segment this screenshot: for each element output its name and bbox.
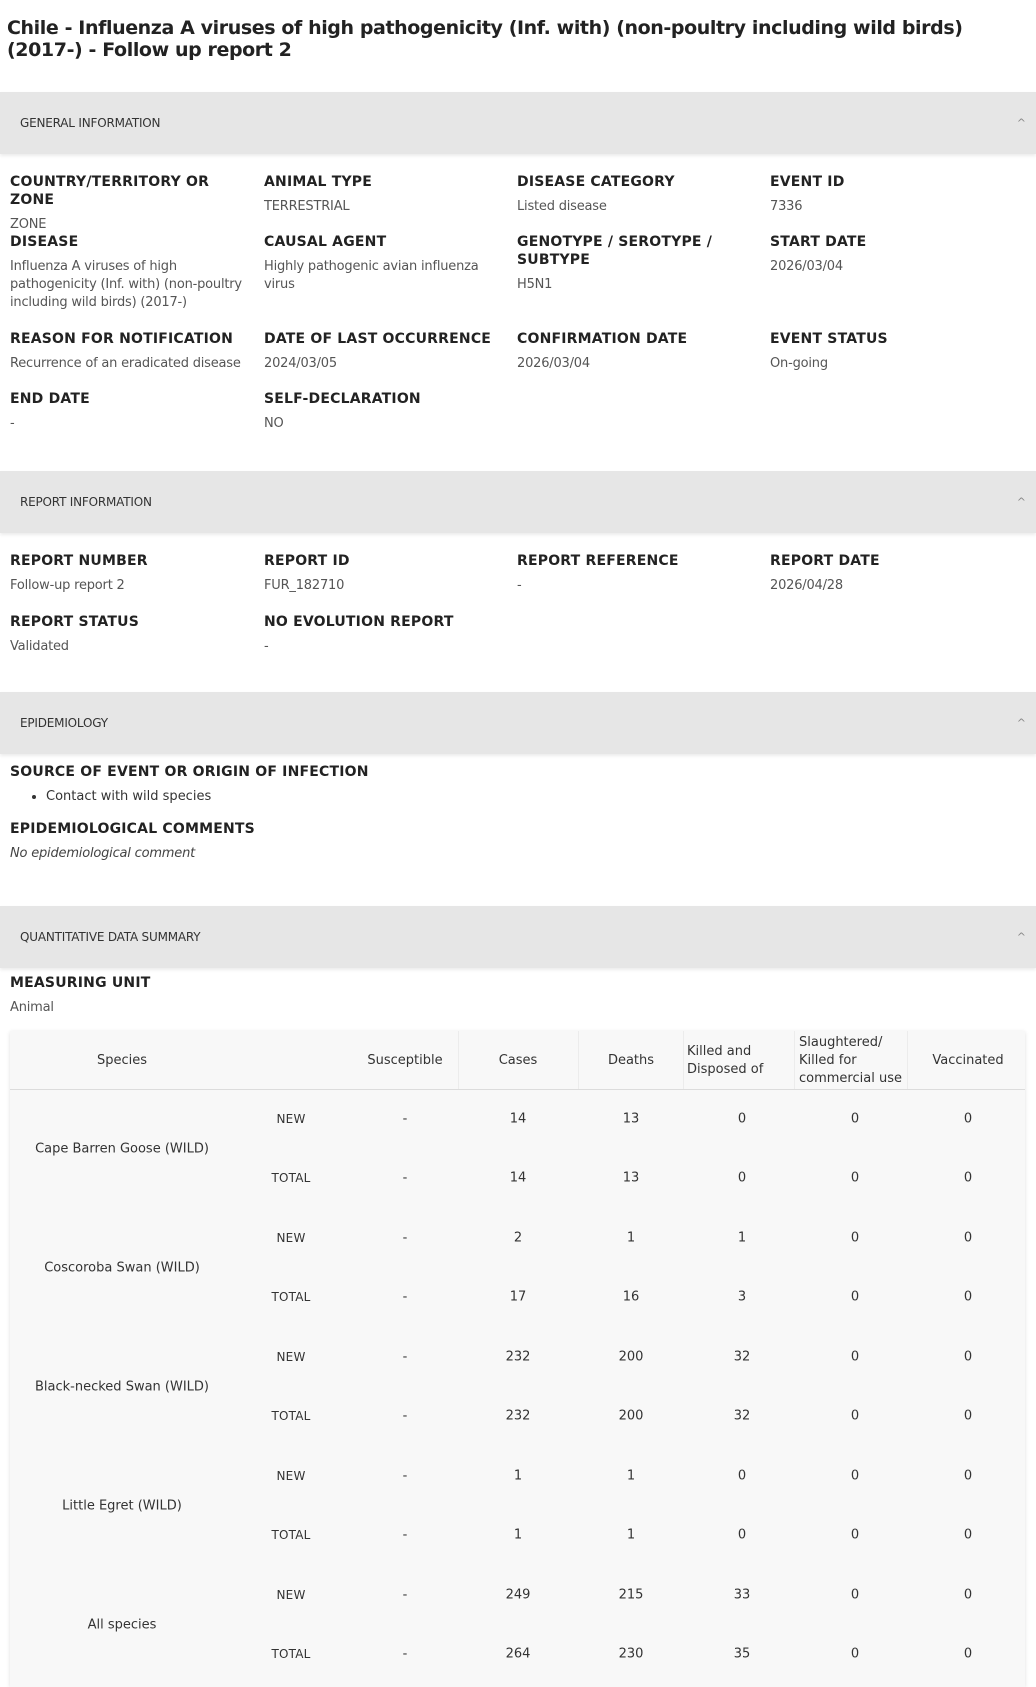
cell-susceptible: - — [402, 1230, 408, 1246]
field-value: Highly pathogenic avian influenza virus — [264, 259, 479, 292]
column-header-killed-disposed — [687, 1043, 763, 1079]
field-report-id — [264, 552, 509, 595]
column-header-slaughtered — [799, 1034, 902, 1088]
field-label: REPORT STATUS — [10, 614, 139, 630]
cell-killed: 33 — [733, 1587, 751, 1603]
cell-slaughtered: 0 — [850, 1646, 860, 1662]
field-value: Recurrence of an eradicated disease — [10, 356, 241, 371]
field-value: - — [10, 416, 15, 431]
cell-killed: 3 — [737, 1289, 747, 1305]
cell-deaths: 16 — [622, 1289, 640, 1305]
cell-deaths: 1 — [626, 1230, 636, 1246]
header-line: Killed for — [799, 1053, 857, 1068]
cell-slaughtered: 0 — [850, 1289, 860, 1305]
row-type-label: TOTAL — [271, 1171, 311, 1185]
cell-cases: 14 — [509, 1170, 527, 1186]
species-name: Little Egret (WILD) — [62, 1498, 182, 1513]
field-label: REPORT REFERENCE — [517, 553, 679, 569]
cell-cases: 249 — [505, 1587, 531, 1603]
cell-susceptible: - — [402, 1527, 408, 1543]
field-label: DATE OF LAST OCCURRENCE — [264, 331, 492, 347]
epidemiological-comments-label: EPIDEMIOLOGICAL COMMENTS — [10, 821, 255, 837]
cell-vaccinated: 0 — [963, 1170, 973, 1186]
cell-deaths: 215 — [618, 1587, 644, 1603]
row-type-label: TOTAL — [271, 1528, 311, 1542]
cell-cases: 1 — [513, 1527, 523, 1543]
field-event-status — [770, 330, 1015, 373]
field-start-date — [770, 233, 1015, 276]
cell-slaughtered: 0 — [850, 1587, 860, 1603]
header-line: Disposed of — [687, 1062, 764, 1077]
field-confirmation-date — [517, 330, 762, 373]
header-divider — [10, 1089, 1025, 1090]
field-disease — [10, 233, 258, 312]
cell-killed: 0 — [737, 1170, 747, 1186]
field-value: FUR_182710 — [264, 578, 345, 593]
column-header-species: Species — [96, 1053, 148, 1068]
cell-slaughtered: 0 — [850, 1170, 860, 1186]
section-title: REPORT INFORMATION — [20, 495, 152, 509]
field-report-number — [10, 552, 255, 595]
species-name: Black-necked Swan (WILD) — [34, 1379, 210, 1394]
field-no-evolution-report — [264, 613, 509, 656]
cell-cases: 1 — [513, 1468, 523, 1484]
row-type-label: NEW — [276, 1231, 306, 1245]
field-value: On-going — [770, 356, 828, 371]
cell-vaccinated: 0 — [963, 1468, 973, 1484]
field-value: 2026/03/04 — [770, 259, 843, 274]
cell-vaccinated: 0 — [963, 1527, 973, 1543]
column-header-deaths: Deaths — [607, 1053, 655, 1068]
species-name: All species — [87, 1617, 157, 1632]
column-divider — [907, 1031, 908, 1089]
field-label: END DATE — [10, 391, 90, 407]
field-label: NO EVOLUTION REPORT — [264, 614, 454, 630]
measuring-unit-value: Animal — [10, 1000, 54, 1015]
field-value: 2026/03/04 — [517, 356, 590, 371]
field-label: START DATE — [770, 234, 867, 250]
cell-cases: 232 — [505, 1408, 531, 1424]
cell-vaccinated: 0 — [963, 1230, 973, 1246]
cell-cases: 2 — [513, 1230, 523, 1246]
species-name: Coscoroba Swan (WILD) — [44, 1260, 200, 1275]
cell-deaths: 200 — [618, 1349, 644, 1365]
cell-cases: 17 — [509, 1289, 527, 1305]
cell-slaughtered: 0 — [850, 1111, 860, 1127]
header-line: commercial use — [799, 1071, 902, 1086]
cell-killed: 1 — [737, 1230, 747, 1246]
field-report-date — [770, 552, 1015, 595]
field-value: Follow-up report 2 — [10, 578, 125, 593]
chevron-up-icon[interactable]: ^ — [1016, 716, 1026, 730]
field-label: REPORT NUMBER — [10, 553, 148, 569]
cell-deaths: 1 — [626, 1527, 636, 1543]
chevron-up-icon[interactable]: ^ — [1016, 116, 1026, 130]
field-event-id — [770, 173, 1015, 216]
field-value: NO — [264, 416, 284, 431]
column-divider — [794, 1031, 795, 1089]
field-label: CONFIRMATION DATE — [517, 331, 688, 347]
field-label: SELF-DECLARATION — [264, 391, 421, 407]
row-type-label: TOTAL — [271, 1290, 311, 1304]
source-of-event-label: SOURCE OF EVENT OR ORIGIN OF INFECTION — [10, 764, 369, 780]
cell-deaths: 13 — [622, 1111, 640, 1127]
row-type-label: TOTAL — [271, 1409, 311, 1423]
section-title: QUANTITATIVE DATA SUMMARY — [20, 930, 201, 944]
row-type-label: NEW — [276, 1588, 306, 1602]
field-label: DISEASE CATEGORY — [517, 174, 675, 190]
cell-susceptible: - — [402, 1468, 408, 1484]
cell-cases: 232 — [505, 1349, 531, 1365]
cell-killed: 35 — [733, 1646, 751, 1662]
cell-slaughtered: 0 — [850, 1527, 860, 1543]
field-label: DISEASE — [10, 234, 79, 250]
quantitative-data-table — [10, 1031, 1025, 1687]
cell-killed: 0 — [737, 1527, 747, 1543]
species-name: Cape Barren Goose (WILD) — [35, 1141, 209, 1156]
field-value: TERRESTRIAL — [264, 199, 350, 214]
column-header-cases: Cases — [498, 1053, 538, 1068]
field-report-reference — [517, 552, 762, 595]
row-type-label: NEW — [276, 1469, 306, 1483]
cell-susceptible: - — [402, 1646, 408, 1662]
field-value: Validated — [10, 639, 69, 654]
field-value: Influenza A viruses of high pathogenicity (Inf. with) (non-poultry including wild birds) (2017-) — [10, 259, 242, 310]
cell-vaccinated: 0 — [963, 1349, 973, 1365]
cell-vaccinated: 0 — [963, 1111, 973, 1127]
header-line: Killed and — [687, 1044, 752, 1059]
field-date-of-last-occurrence — [264, 330, 509, 373]
cell-vaccinated: 0 — [963, 1587, 973, 1603]
field-value: H5N1 — [517, 277, 553, 292]
cell-cases: 264 — [505, 1646, 531, 1662]
field-disease-category — [517, 173, 762, 216]
field-label: COUNTRY/TERRITORY OR ZONE — [10, 174, 210, 208]
cell-slaughtered: 0 — [850, 1230, 860, 1246]
cell-susceptible: - — [402, 1408, 408, 1424]
cell-cases: 14 — [509, 1111, 527, 1127]
section-title: EPIDEMIOLOGY — [20, 716, 108, 730]
source-list — [46, 789, 211, 804]
cell-deaths: 13 — [622, 1170, 640, 1186]
cell-killed: 0 — [737, 1468, 747, 1484]
cell-slaughtered: 0 — [850, 1349, 860, 1365]
column-divider — [458, 1031, 459, 1089]
row-type-label: TOTAL — [271, 1647, 311, 1661]
section-title: GENERAL INFORMATION — [20, 116, 161, 130]
column-divider — [578, 1031, 579, 1089]
field-label: CAUSAL AGENT — [264, 234, 387, 250]
chevron-up-icon[interactable]: ^ — [1016, 495, 1026, 509]
field-label: REPORT ID — [264, 553, 350, 569]
field-causal-agent — [264, 233, 494, 294]
field-value: 2024/03/05 — [264, 356, 337, 371]
cell-killed: 32 — [733, 1349, 751, 1365]
field-end-date — [10, 390, 255, 433]
row-type-label: NEW — [276, 1112, 306, 1126]
measuring-unit-label: MEASURING UNIT — [10, 975, 151, 991]
list-item: • Contact with wild species — [46, 789, 211, 804]
cell-susceptible: - — [402, 1289, 408, 1305]
cell-vaccinated: 0 — [963, 1646, 973, 1662]
cell-susceptible: - — [402, 1170, 408, 1186]
field-report-status — [10, 613, 255, 656]
section-header-general-information[interactable] — [0, 92, 1036, 154]
field-label: REASON FOR NOTIFICATION — [10, 331, 234, 347]
section-header-epidemiology[interactable] — [0, 692, 1036, 754]
field-genotype-serotype-subtype — [517, 233, 767, 294]
cell-vaccinated: 0 — [963, 1408, 973, 1424]
cell-killed: 0 — [737, 1111, 747, 1127]
cell-slaughtered: 0 — [850, 1468, 860, 1484]
field-value: 2026/04/28 — [770, 578, 843, 593]
cell-susceptible: - — [402, 1111, 408, 1127]
cell-susceptible: - — [402, 1349, 408, 1365]
field-self-declaration — [264, 390, 509, 433]
column-header-susceptible: Susceptible — [367, 1053, 443, 1068]
cell-deaths: 200 — [618, 1408, 644, 1424]
header-line: Slaughtered/ — [799, 1035, 883, 1050]
field-label: ANIMAL TYPE — [264, 174, 373, 190]
cell-killed: 32 — [733, 1408, 751, 1424]
cell-susceptible: - — [402, 1587, 408, 1603]
field-label: REPORT DATE — [770, 553, 880, 569]
field-label: GENOTYPE / SEROTYPE / SUBTYPE — [517, 234, 713, 268]
column-divider — [683, 1031, 684, 1089]
cell-vaccinated: 0 — [963, 1289, 973, 1305]
field-value: 7336 — [770, 199, 803, 214]
field-label: EVENT STATUS — [770, 331, 888, 347]
cell-slaughtered: 0 — [850, 1408, 860, 1424]
row-type-label: NEW — [276, 1350, 306, 1364]
section-header-report-information[interactable] — [0, 471, 1036, 533]
cell-deaths: 230 — [618, 1646, 644, 1662]
cell-deaths: 1 — [626, 1468, 636, 1484]
field-animal-type — [264, 173, 509, 216]
chevron-up-icon[interactable]: ^ — [1016, 930, 1026, 944]
field-country-zone — [10, 173, 255, 234]
field-value: - — [517, 578, 522, 593]
section-header-quantitative-data-summary[interactable] — [0, 906, 1036, 968]
field-value: Listed disease — [517, 199, 607, 214]
field-value: ZONE — [10, 217, 47, 232]
epidemiological-comments-value: No epidemiological comment — [10, 846, 196, 861]
field-reason-for-notification — [10, 330, 255, 373]
page-title: Chile - Influenza A viruses of high pathogenicity (Inf. with) (non-poultry including wild birds) (2017-) - Follow up report 2 — [7, 17, 963, 61]
column-header-vaccinated: Vaccinated — [932, 1053, 1004, 1068]
field-label: EVENT ID — [770, 174, 845, 190]
field-value: - — [264, 639, 269, 654]
